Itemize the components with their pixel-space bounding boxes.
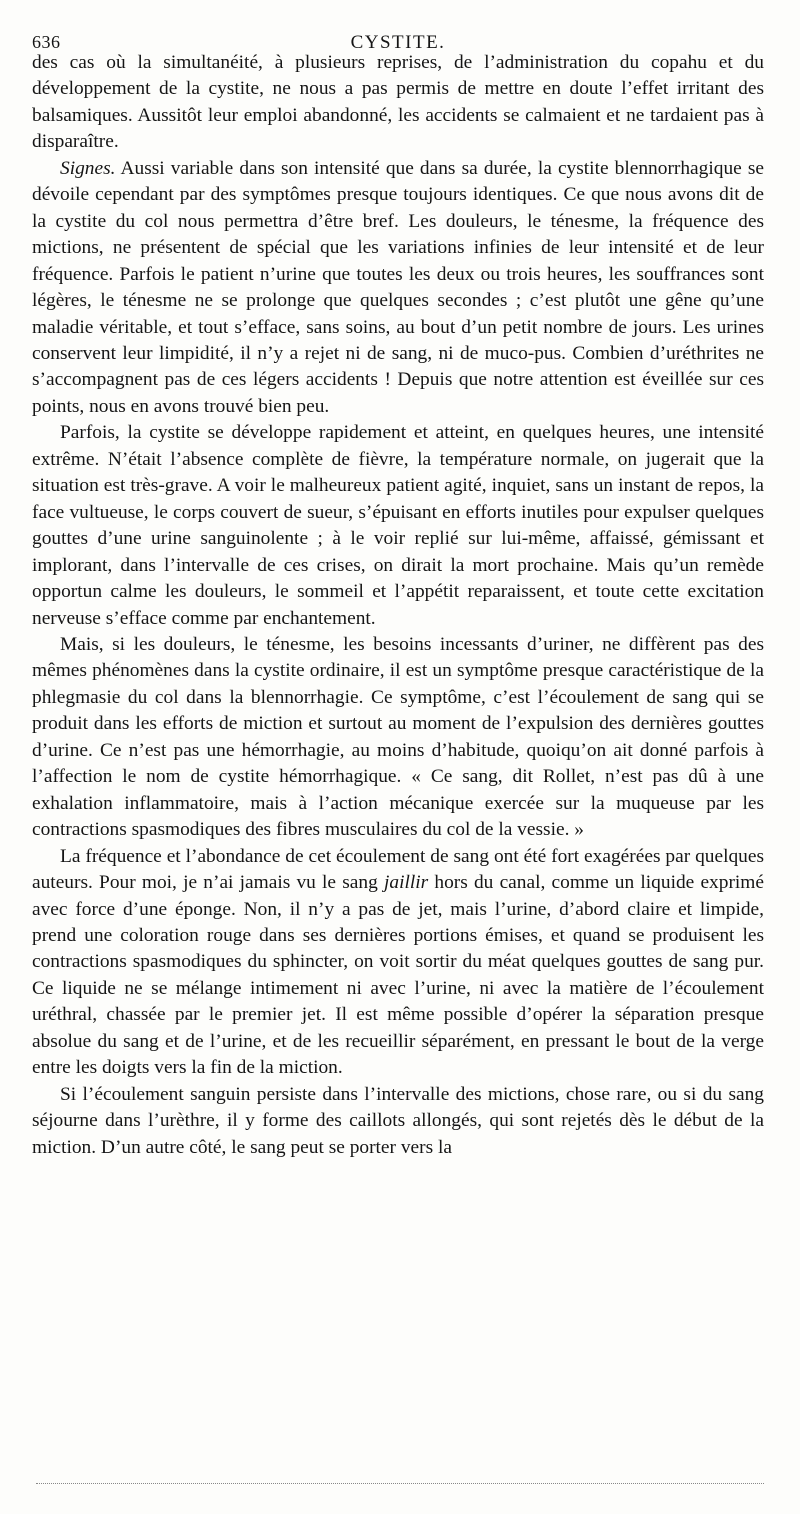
paragraph-signes bbox=[32, 156, 764, 421]
paragraph-text: Parfois, la cystite se développe rapidement et atteint, en quelques heures, une intensité extrême. N’était l’absence complète de fièvre, la température normale, on jugerait que la situation est très-grave. A voir le malheureux patient agité, inquiet, sans un instant de repos, la face vultueuse, le corps couvert de sueur, s’épuisant en efforts inutiles pour expulser quelques gouttes d’une urine sanguinolente ; à le voir replié sur lui-même, affaissé, gémissant et implorant, dans l’intervalle de ces crises, on dirait la mort prochaine. Mais qu’un remède opportun calme les douleurs, le sommeil et l’appétit reparaissent, et toute cette excitation nerveuse s’efface comme par enchantement. bbox=[32, 422, 764, 629]
paragraph-text: Aussi variable dans son intensité que dans sa durée, la cystite blennorrhagique se dévoile cependant par des symptômes presque toujours identiques. Ce que nous avons dit de la cystite du col nous permettra d’être bref. Les douleurs, le ténesme, la fréquence des mictions, ne présentent de spécial que les variations infinies de leur intensité et de leur fréquence. Parfois le patient n’urine que toutes les deux ou trois heures, les souffrances sont légères, le ténesme ne se prolonge que quelques secondes ; c’est plutôt une gêne qu’une maladie véritable, et tout s’efface, sans soins, au bout d’un petit nombre de jours. Les urines conservent leur limpidité, il n’y a rejet ni de sang, ni de muco-pus. Combien d’uréthrites ne s’accompagnent pas de ces légers accidents ! Depuis que notre attention est éveillée sur ces points, nous en avons trouvé bien peu. bbox=[32, 157, 764, 417]
page-number: 636 bbox=[32, 32, 61, 52]
paragraph-clots bbox=[32, 1082, 764, 1161]
paragraph-text: Si l’écoulement sanguin persiste dans l’intervalle des mictions, chose rare, ou si du sang séjourne dans l’urèthre, il y forme des caillots allongés, qui sont rejetés dès le début de la miction. D’un autre côté, le sang peut se porter vers la bbox=[32, 1083, 764, 1158]
paragraph-text: des cas où la simultanéité, à plusieurs reprises, de l’administration du copahu et du développement de la cystite, ne nous a pas permis de mettre en doute l’effet irritant des balsamiques. Aussitôt leur emploi abandonné, les accidents se calmaient et ne tardaient pas à disparaître. bbox=[32, 52, 764, 153]
paragraph-continuation bbox=[32, 50, 764, 156]
italic-word: jaillir bbox=[384, 872, 429, 894]
page-header bbox=[32, 0, 764, 53]
footer-rule bbox=[36, 1483, 764, 1485]
paragraph-text: La fréquence et l’abondance de cet écoulement de sang ont été fort exagérées par quelques auteurs. Pour moi, je n’ai jamais vu le sang bbox=[32, 845, 764, 894]
paragraph-intense-form bbox=[32, 420, 764, 632]
paragraph-text: Mais, si les douleurs, le ténesme, les besoins incessants d’uriner, ne diffèrent pas des mêmes phénomènes dans la cystite ordinaire, il est un symptôme presque caractéristique de la phlegmasie du col dans la blennorrhagie. Ce symptôme, c’est l’écoulement de sang qui se produit dans les efforts de miction et surtout au moment de l’expulsion des dernières gouttes d’urine. Ce n’est pas une hémorrhagie, au moins d’habitude, quoiqu’on ait donné parfois à l’affection le nom de cystite hémorrhagique. « Ce sang, dit Rollet, n’est pas dû à une exhalation inflammatoire, mais à l’action mécanique exercée sur la muqueuse par les contractions spasmodiques des fibres musculaires du col de la vessie. » bbox=[32, 633, 764, 841]
body-text bbox=[32, 50, 764, 1161]
paragraph-text: hors du canal, comme un liquide exprimé avec force d’une éponge. Non, il n’y a pas de jet, mais l’urine, d’abord claire et limpide, prend une coloration rouge dans ses dernières portions émises, et quand se produisent les contractions spasmodiques du sphincter, on voit sortir du méat quelques gouttes de sang pur. Ce liquide ne se mélange intimement ni avec l’urine, ni avec la matière de l’écoulement uréthral, chassée par le premier jet. Il est même possible d’opérer la séparation presque absolue du sang et de l’urine, et de les recueillir séparément, en pressant le bout de la verge entre les doigts vers la fin de la miction. bbox=[32, 872, 764, 1079]
running-title: CYSTITE. bbox=[350, 32, 446, 53]
paragraph-blood-symptom bbox=[32, 632, 764, 844]
section-lead-signes: Signes. bbox=[60, 157, 116, 179]
paragraph-blood-frequency bbox=[32, 844, 764, 1082]
